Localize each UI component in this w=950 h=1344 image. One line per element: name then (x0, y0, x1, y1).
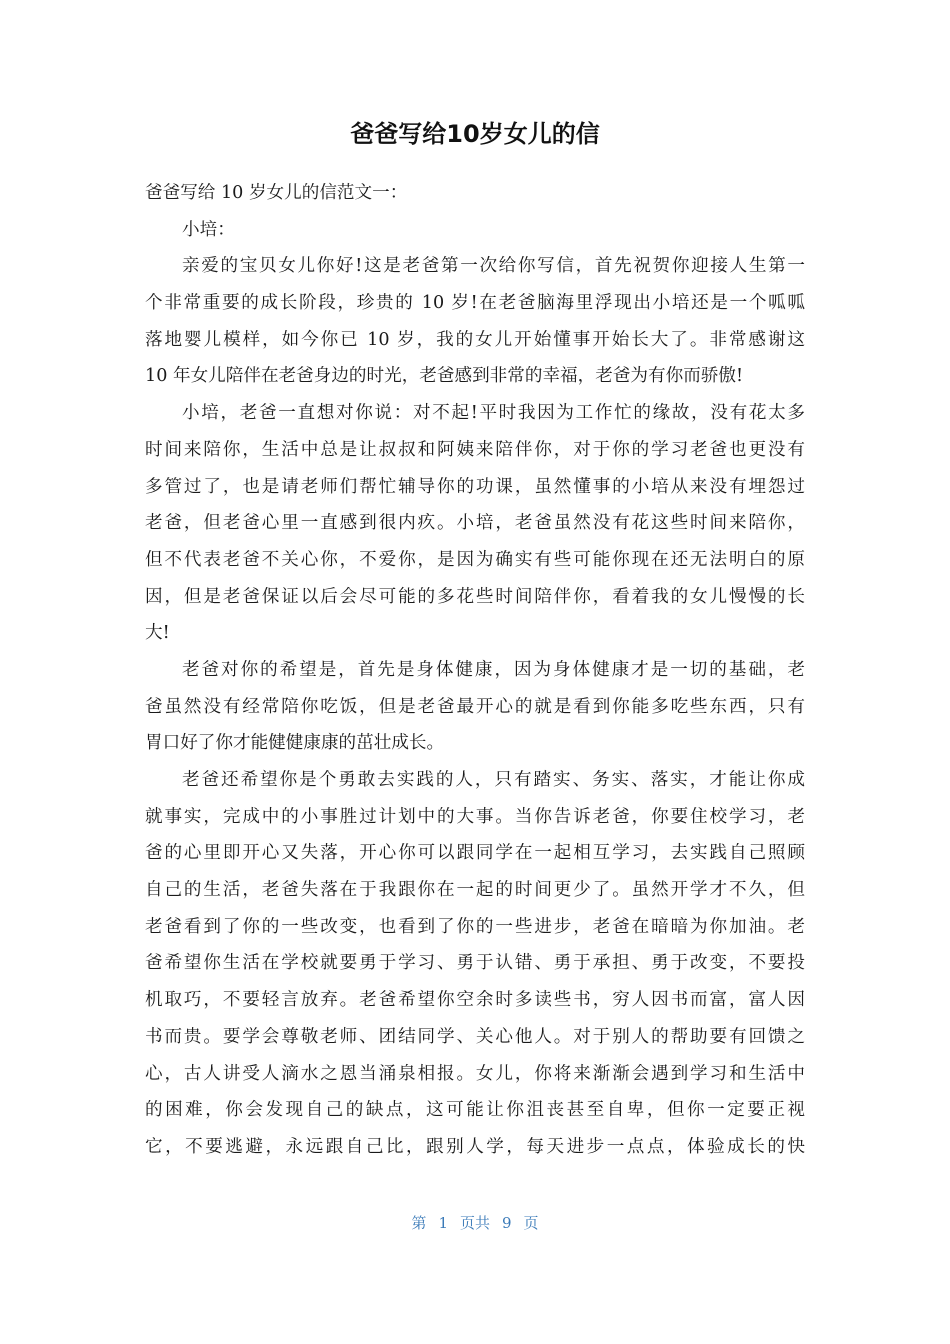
text-line: 多管过了，也是请老师们帮忙辅导你的功课，虽然懂事的小培从来没有埋怨过 (145, 476, 805, 497)
text-line: 但不代表老爸不关心你，不爱你，是因为确实有些可能你现在还无法明白的原 (145, 549, 805, 570)
text-line: 个非常重要的成长阶段，珍贵的 10 岁!在老爸脑海里浮现出小培还是一个呱呱 (145, 293, 805, 314)
text-line: 的困难，你会发现自己的缺点，这可能让你沮丧甚至自卑，但你一定要正视 (145, 1100, 805, 1121)
footer-total-pages: 9 (502, 1214, 512, 1232)
text-line: 时间来陪你，生活中总是让叔叔和阿姨来陪伴你，对于你的学习老爸也更没有 (145, 439, 805, 460)
text-line: 爸希望你生活在学校就要勇于学习、勇于认错、勇于承担、勇于改变，不要投 (145, 953, 805, 974)
text-line: 小培： (182, 219, 235, 240)
text-line: 书而贵。要学会尊敬老师、团结同学、关心他人。对于别人的帮助要有回馈之 (145, 1026, 805, 1047)
text-line: 老爸还希望你是个勇敢去实践的人，只有踏实、务实、落实，才能让你成 (182, 770, 805, 790)
footer-suffix: 页 (523, 1214, 539, 1232)
footer-current-page: 1 (438, 1214, 448, 1232)
footer-middle: 页共 (459, 1214, 490, 1232)
document-body (145, 175, 805, 1166)
text-line: 就事实，完成中的小事胜过计划中的大事。当你告诉老爸，你要住校学习，老 (145, 806, 805, 827)
text-line: 自己的生活，老爸失落在于我跟你在一起的时间更少了。虽然开学才不久，但 (145, 880, 805, 901)
document-title: 爸爸写给10岁女儿的信 (350, 120, 600, 148)
text-line: 它，不要逃避，永远跟自己比，跟别人学，每天进步一点点，体验成长的快 (145, 1136, 805, 1157)
text-line: 爸虽然没有经常陪你吃饭，但是老爸最开心的就是看到你能多吃些东西，只有 (145, 696, 805, 717)
text-line: 小培，老爸一直想对你说：对不起!平时我因为工作忙的缘故，没有花太多 (182, 403, 805, 424)
text-line: 落地婴儿模样，如今你已 10 岁，我的女儿开始懂事开始长大了。非常感谢这 (145, 329, 805, 350)
text-line: 老爸对你的希望是，首先是身体健康，因为身体健康才是一切的基础，老 (182, 659, 805, 680)
text-line: 大! (145, 623, 170, 644)
footer-prefix: 第 (411, 1214, 427, 1232)
text-line: 胃口好了你才能健健康康的茁壮成长。 (145, 733, 445, 754)
text-line: 10 年女儿陪伴在老爸身边的时光，老爸感到非常的幸福，老爸为有你而骄傲! (145, 366, 744, 387)
text-line: 心，古人讲受人滴水之恩当涌泉相报。女儿，你将来渐渐会遇到学习和生活中 (145, 1063, 805, 1084)
text-line: 老爸，但老爸心里一直感到很内疚。小培，老爸虽然没有花这些时间来陪你， (145, 513, 805, 534)
text-line: 爸爸写给 10 岁女儿的信范文一： (145, 183, 408, 203)
text-line: 老爸看到了你的一些改变，也看到了你的一些进步，老爸在暗暗为你加油。老 (145, 916, 805, 937)
text-line: 机取巧，不要轻言放弃。老爸希望你空余时多读些书，穷人因书而富，富人因 (145, 990, 805, 1011)
page-footer (0, 1211, 950, 1235)
text-line: 亲爱的宝贝女儿你好!这是老爸第一次给你写信，首先祝贺你迎接人生第一 (182, 256, 805, 277)
text-line: 爸的心里即开心又失落，开心你可以跟同学在一起相互学习，去实践自己照顾 (145, 843, 805, 864)
text-line: 因，但是老爸保证以后会尽可能的多花些时间陪伴你，看着我的女儿慢慢的长 (145, 586, 805, 607)
